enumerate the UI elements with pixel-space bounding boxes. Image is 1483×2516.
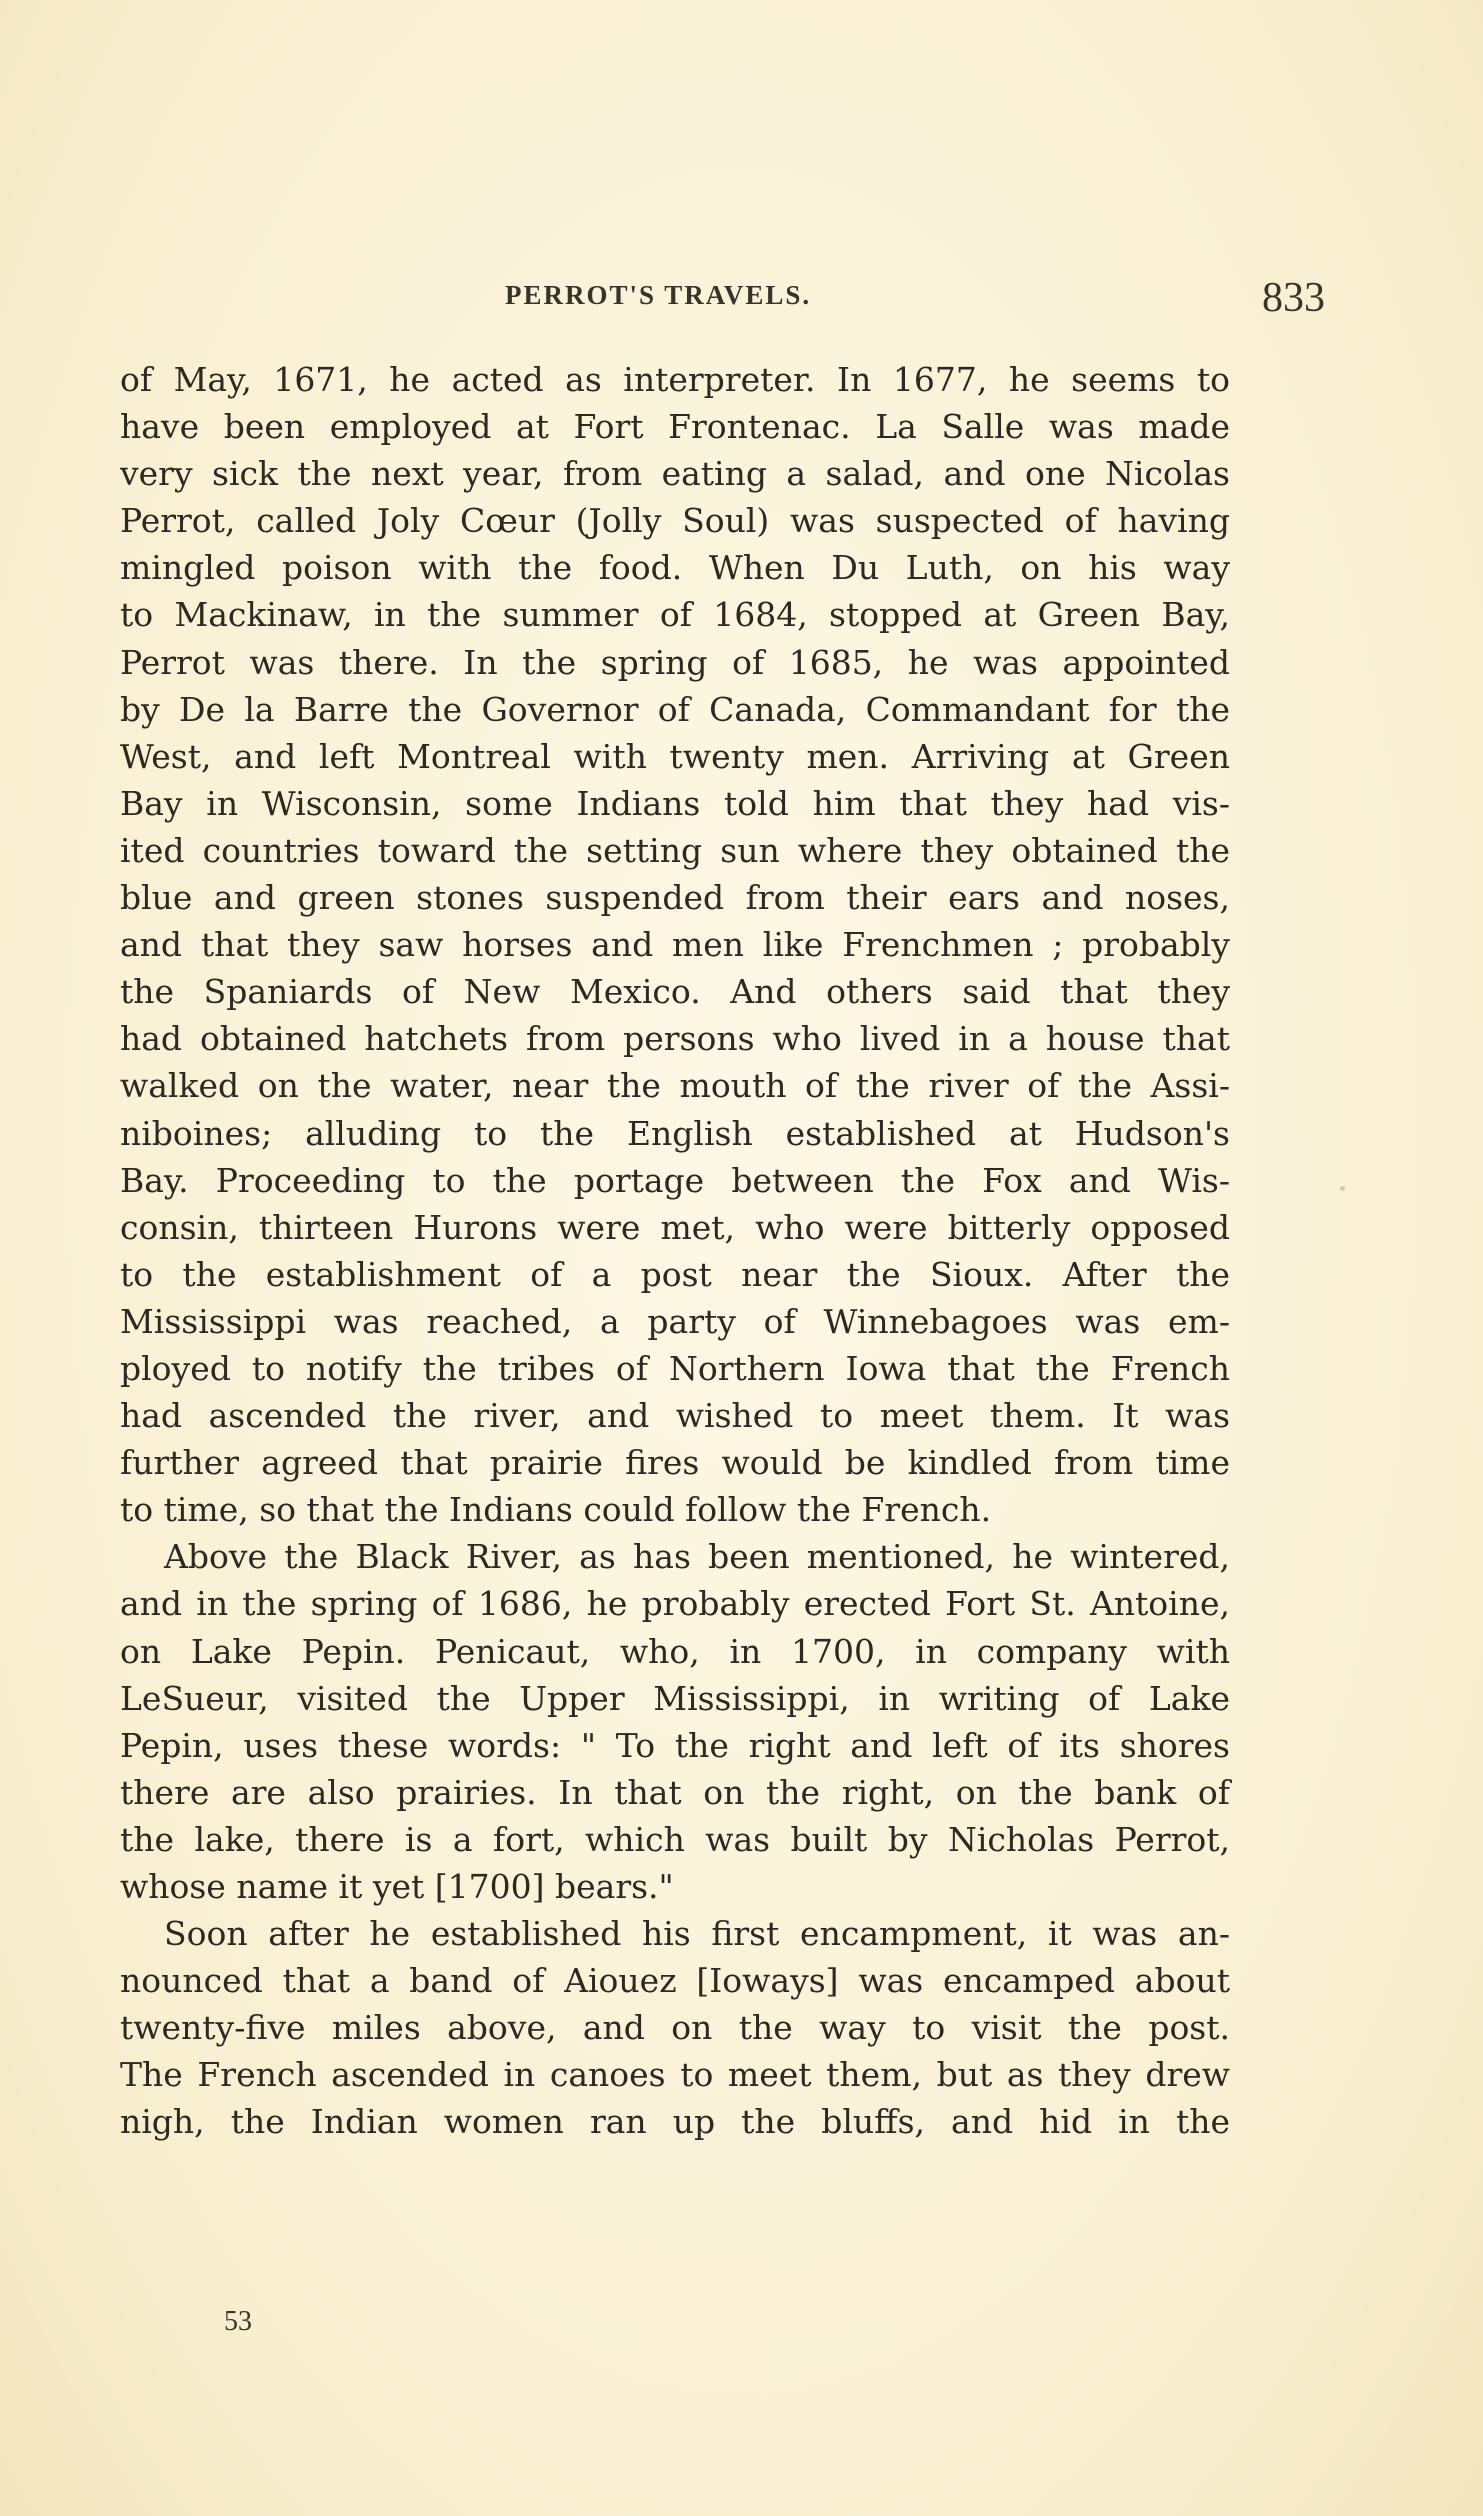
text-line: Above the Black River, as has been mentioned, he wintered, [164, 1537, 1230, 1577]
text-line: the Spaniards of New Mexico. And others said that they [120, 972, 1230, 1012]
body-text [120, 356, 1230, 2146]
text-line: Perrot was there. In the spring of 1685, he was appointed [120, 642, 1230, 682]
text-line: and that they saw horses and men like Frenchmen ; probably [120, 925, 1230, 965]
text-line: there are also prairies. In that on the right, on the bank of [120, 1772, 1230, 1812]
text-line: to time, so that the Indians could follow the French. [120, 1490, 992, 1530]
text-line: nigh, the Indian women ran up the bluffs, and hid in the [120, 2102, 1230, 2142]
text-line: blue and green stones suspended from their ears and noses, [120, 878, 1230, 918]
page-number: 833 [1262, 275, 1325, 321]
signature-mark: 53 [224, 2306, 252, 2337]
text-line: the lake, there is a fort, which was built by Nicholas Perrot, [120, 1819, 1230, 1859]
text-line: and in the spring of 1686, he probably erected Fort St. Antoine, [120, 1584, 1230, 1624]
paper-speck [1340, 1186, 1345, 1191]
running-head [505, 270, 1325, 330]
text-line: The French ascended in canoes to meet them, but as they drew [120, 2055, 1230, 2095]
text-line: nounced that a band of Aiouez [Ioways] was encamped about [120, 1961, 1230, 2001]
text-line: Pepin, uses these words: " To the right and left of its shores [120, 1725, 1230, 1765]
text-line: LeSueur, visited the Upper Mississippi, in writing of Lake [120, 1678, 1230, 1718]
text-line: Bay. Proceeding to the portage between the Fox and Wis- [120, 1160, 1230, 1200]
text-line: further agreed that prairie fires would be kindled from time [120, 1443, 1230, 1483]
text-line: Bay in Wisconsin, some Indians told him that they had vis- [120, 783, 1230, 823]
text-line: whose name it yet [1700] bears." [120, 1867, 674, 1906]
text-line: twenty-five miles above, and on the way to visit the post. [120, 2008, 1230, 2048]
text-line: by De la Barre the Governor of Canada, Commandant for the [120, 689, 1230, 729]
text-line: to Mackinaw, in the summer of 1684, stopped at Green Bay, [120, 595, 1230, 635]
text-line: ited countries toward the setting sun where they obtained the [120, 830, 1230, 870]
text-line: had ascended the river, and wished to meet them. It was [120, 1396, 1230, 1436]
text-line: on Lake Pepin. Penicaut, who, in 1700, in company with [120, 1631, 1230, 1671]
text-line: West, and left Montreal with twenty men. Arriving at Green [120, 736, 1230, 776]
text-line: Soon after he established his first encampment, it was an- [164, 1914, 1230, 1954]
text-line: niboines; alluding to the English established at Hudson's [120, 1113, 1230, 1153]
text-line: consin, thirteen Hurons were met, who were bitterly opposed [120, 1207, 1230, 1247]
text-line: to the establishment of a post near the Sioux. After the [120, 1254, 1230, 1294]
text-line: Mississippi was reached, a party of Winnebagoes was em- [120, 1301, 1230, 1341]
running-head-title: PERROT'S TRAVELS. [505, 280, 812, 310]
text-line: of May, 1671, he acted as interpreter. In 1677, he seems to [120, 360, 1230, 399]
text-line: Perrot, called Joly Cœur (Jolly Soul) was suspected of having [120, 501, 1230, 541]
text-line: had obtained hatchets from persons who lived in a house that [120, 1019, 1230, 1059]
text-line: very sick the next year, from eating a salad, and one Nicolas [120, 454, 1230, 494]
text-line: ployed to notify the tribes of Northern Iowa that the French [120, 1348, 1230, 1388]
text-line: have been employed at Fort Frontenac. La Salle was made [120, 407, 1230, 447]
text-line: mingled poison with the food. When Du Luth, on his way [120, 548, 1230, 588]
text-line: walked on the water, near the mouth of the river of the Assi- [120, 1066, 1230, 1106]
